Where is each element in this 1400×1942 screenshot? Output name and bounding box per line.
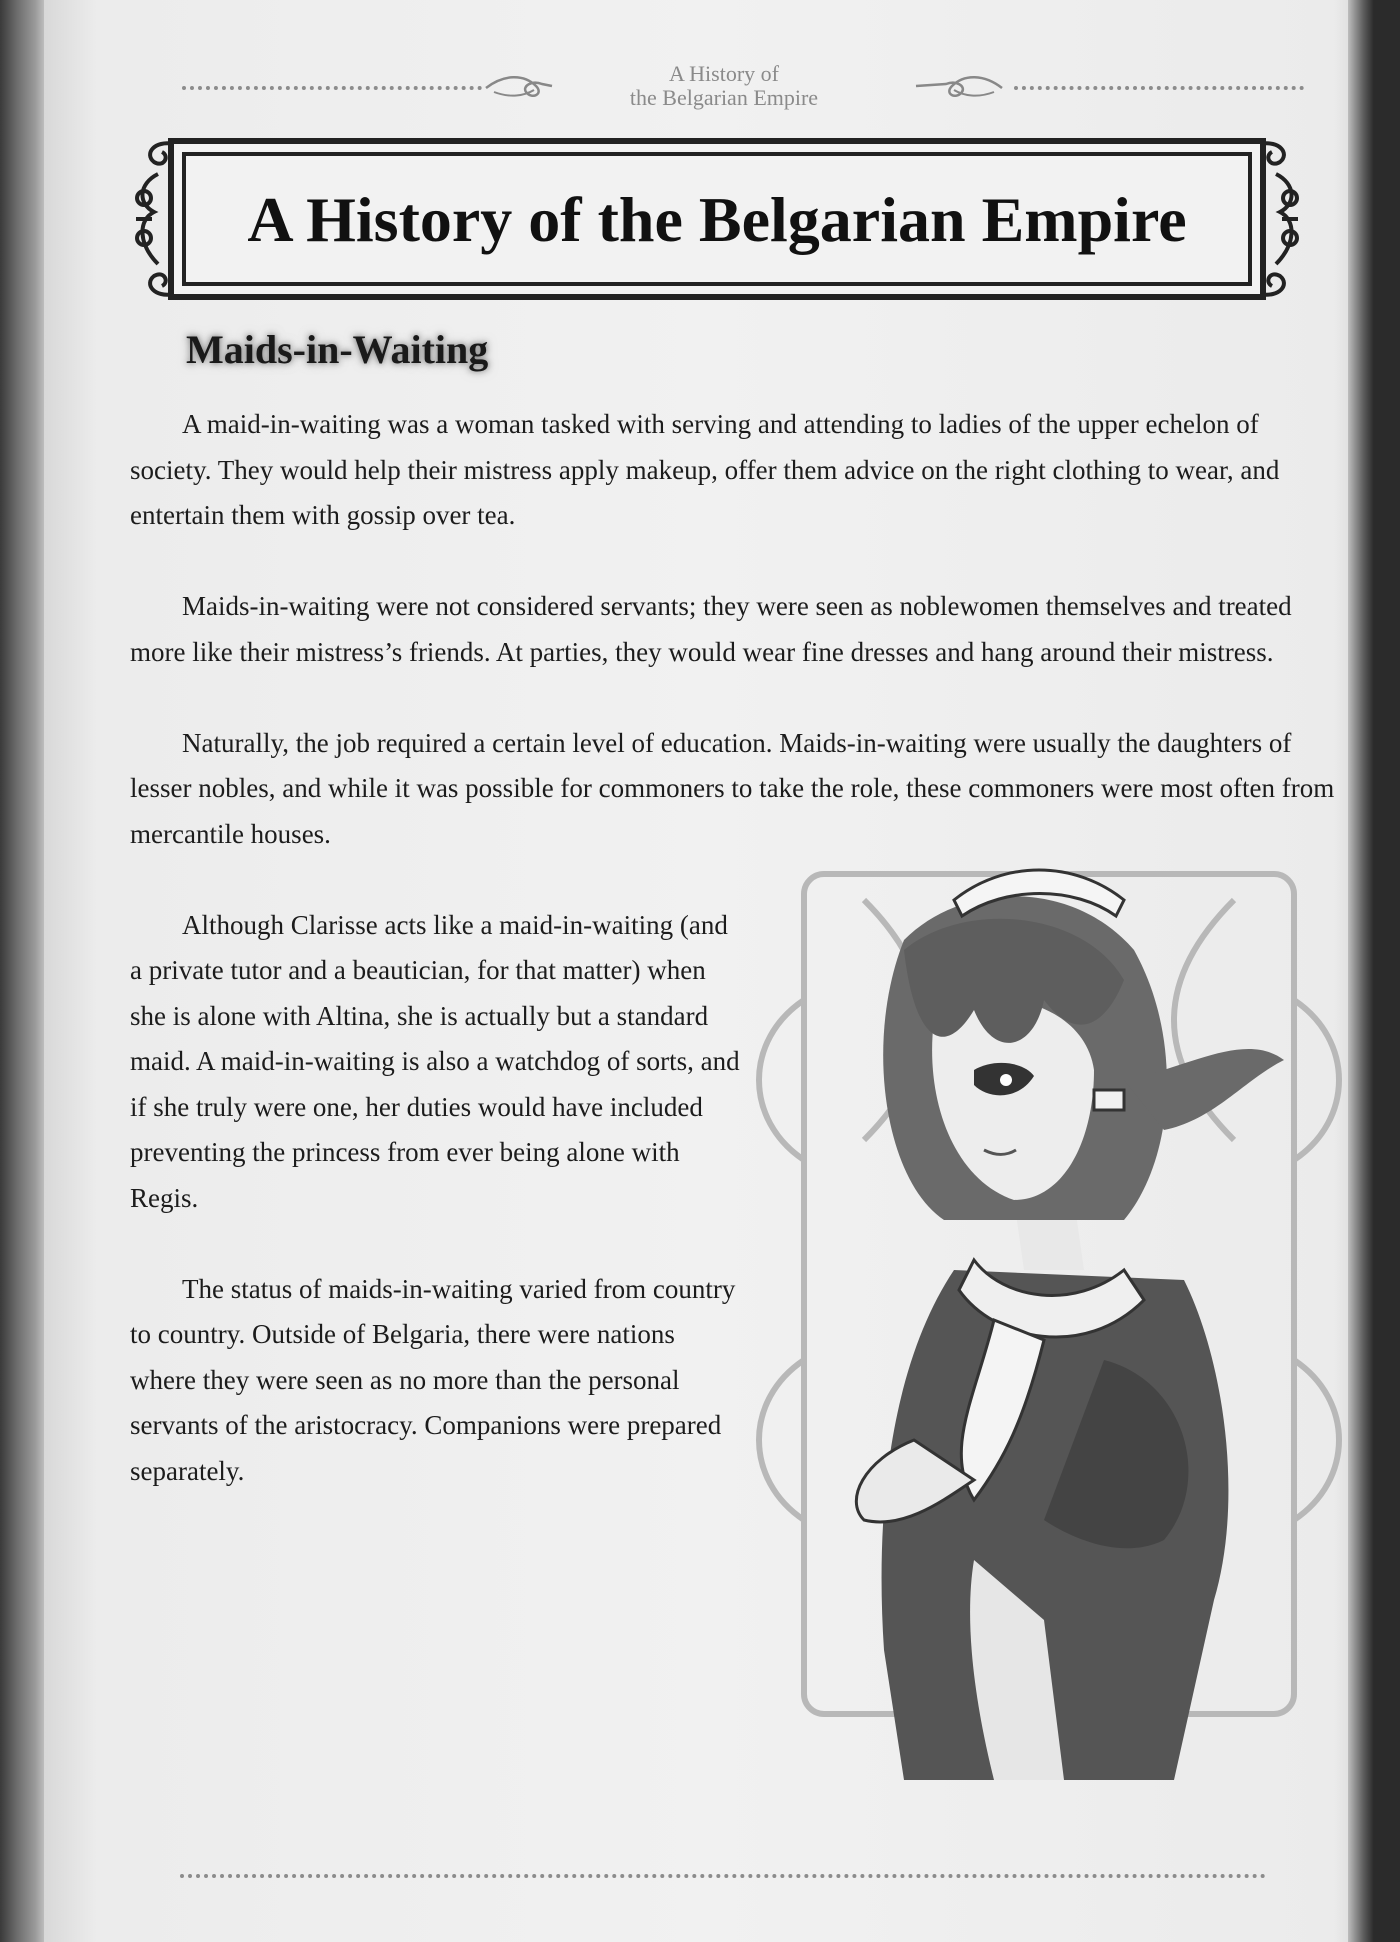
- dotted-rule-left: [182, 86, 482, 90]
- maid-illustration: [744, 800, 1374, 1800]
- book-spine-edge: [0, 0, 44, 1942]
- title-frame: [124, 134, 1310, 304]
- section-heading: Maids-in-Waiting: [186, 327, 489, 372]
- paragraph: The status of maids-in-waiting varied from country to country. Outside of Belgaria, there were nations where they were seen as no more than the personal servants of the aristocracy. Companions were prepared separately.: [130, 1273, 736, 1486]
- running-title-line2: the Belgarian Empire: [629, 85, 819, 110]
- book-page: [44, 0, 1374, 1942]
- running-title: [554, 62, 894, 110]
- flourish-left-icon: [484, 68, 554, 104]
- running-head: [134, 60, 1284, 120]
- flourish-right-icon: [914, 68, 1004, 104]
- paragraph: Although Clarisse acts like a maid-in-waiting (and a private tutor and a beautician, for that matter) when she is alone with Altina, she is actually but a standard maid. A maid-in-waiting is also a watchdog of sorts, and if she truly were one, her duties would have included preventing the princess from ever being alone with Regis.: [130, 909, 740, 1213]
- page-title: A History of the Belgarian Empire: [247, 184, 1187, 255]
- paragraph: A maid-in-waiting was a woman tasked with serving and attending to ladies of the upper echelon of society. They would help their mistress apply makeup, offer them advice on the right clothing to wear, and entertain them with gossip over tea.: [130, 409, 1280, 530]
- page-right-edge: [1348, 0, 1374, 1942]
- running-title-line1: A History of: [669, 61, 779, 86]
- dotted-rule-right: [1014, 86, 1304, 90]
- paragraph: Naturally, the job required a certain level of education. Maids-in-waiting were usually the daughters of lesser nobles, and while it was possible for commoners to take the role, these commoners were most often from mercantile houses.: [130, 727, 1335, 849]
- dotted-rule-footer: [180, 1874, 1266, 1878]
- paragraph: Maids-in-waiting were not considered servants; they were seen as noblewomen themselves and treated more like their mistress’s friends. At parties, they would wear fine dresses and hang around their mistress.: [130, 591, 1292, 667]
